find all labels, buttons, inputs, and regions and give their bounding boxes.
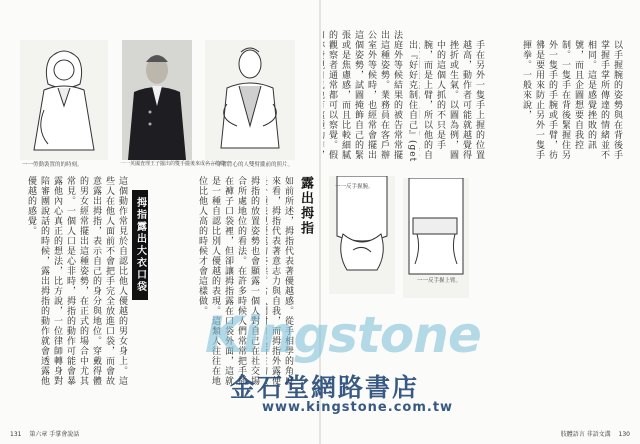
left-folio bbox=[10, 429, 79, 438]
figure-wrist-caption: 一一反手握腕。 bbox=[335, 184, 374, 190]
left-page-number: 131 bbox=[10, 431, 22, 438]
section-tab-thumb-pocket: 拇指露出大衣口袋 bbox=[132, 190, 148, 300]
wrist-grip-drawing bbox=[329, 176, 395, 294]
right-page-number: 130 bbox=[618, 431, 630, 438]
left-body-column-3: 拇指的放置姿勢也會顯露一個人對自己在社交場合所處地位的看法。在許多時候人們常常把手插在褲子口袋裡，但卻讓拇指露在口袋外面，這就是一種自認比別人優越的表現。這類人往往在地位比他人高的時候才會這樣做。 bbox=[197, 176, 259, 386]
right-body-column-4: 法庭外等候結果的被告常常擺出這種姿勢。業務員在客戶辦公室外等候時，也經常會擺出這個姿勢，試圖掩飾自己的緊張或是焦慮感，而且比較細膩的觀察者通常都可以察覺。假 bbox=[327, 30, 402, 160]
figure-vest-illustration bbox=[205, 40, 295, 160]
right-body-column-2: 手在另外一隻手上握的位置越高，動作者可能就越覺得挫折或生氣。以圖為例，圖中的這個人抓的不只是手腕，而是上臂，所以他的自 bbox=[422, 40, 484, 160]
watermark-brand: Kingstone bbox=[205, 306, 481, 364]
left-heading-thumb bbox=[296, 176, 315, 236]
figure-upperarm-caption: 一一反手握上臂。 bbox=[417, 278, 462, 284]
left-running-head: 第六章 手掌會說話 bbox=[29, 431, 80, 438]
left-body-column-1: 如前所述，拇指代表著優越感。從手相學的角度來看，拇指代表著意志力與自我，而拇指外露便 bbox=[270, 176, 293, 386]
vest-man-drawing bbox=[205, 40, 295, 160]
watermark-store-name: 金石堂網路書店 bbox=[230, 373, 420, 402]
right-folio bbox=[561, 429, 630, 438]
figure-lawyer-illustration bbox=[20, 40, 108, 160]
right-running-head: 肢體語言 非語文溝 bbox=[560, 431, 611, 438]
right-body-column-1: 以手握腕的姿勢與在背後手掌握手掌所傳達的情緒並不相同。這是感覺挫敗的訊號，而且企圖想要自我控制。一隻手在背後緊握住另外一隻手的手腕或手臂，彷彿是要用來防止另外一隻手揮拳。一般來說， bbox=[521, 40, 622, 160]
right-body-column-3: 出『好好克制住自己』(get bbox=[407, 40, 417, 163]
figure-2-caption: 一一英國査理王子擺出的雙手攏後來成名言的樣子 bbox=[120, 161, 231, 167]
left-body-column-2: 這個動作常見於自認比他人優越的男女身上。這些人在他人面前不會把手完全放進口袋，而會故意露出拇指，表示自己的身分與地位。穿戴得體的男女經常擺出這種姿勢，在正式的場合中尤其常見。一個人口是心非時，拇指的動作可能會暴露他內心真正的想法，比方說，一位律師轉身對陪審團說話的時候，露出拇指的動作就會透露他優越的感覺。 bbox=[26, 176, 127, 386]
lawyer-drawing bbox=[20, 40, 108, 160]
figure-wrist-grip bbox=[329, 176, 395, 294]
figure-prince-photo bbox=[122, 40, 192, 160]
figure-1-caption: 一一勞動裝置的的時刻。 bbox=[22, 162, 83, 168]
heading-exposed-thumb: 露出拇指 bbox=[298, 176, 313, 236]
prince-photo-drawing bbox=[122, 40, 192, 160]
figure-3-caption: 一一穿著背心的人雙臂攏前的照片。 bbox=[205, 162, 294, 168]
watermark-url: www.kingstone.com.tw bbox=[262, 400, 454, 415]
